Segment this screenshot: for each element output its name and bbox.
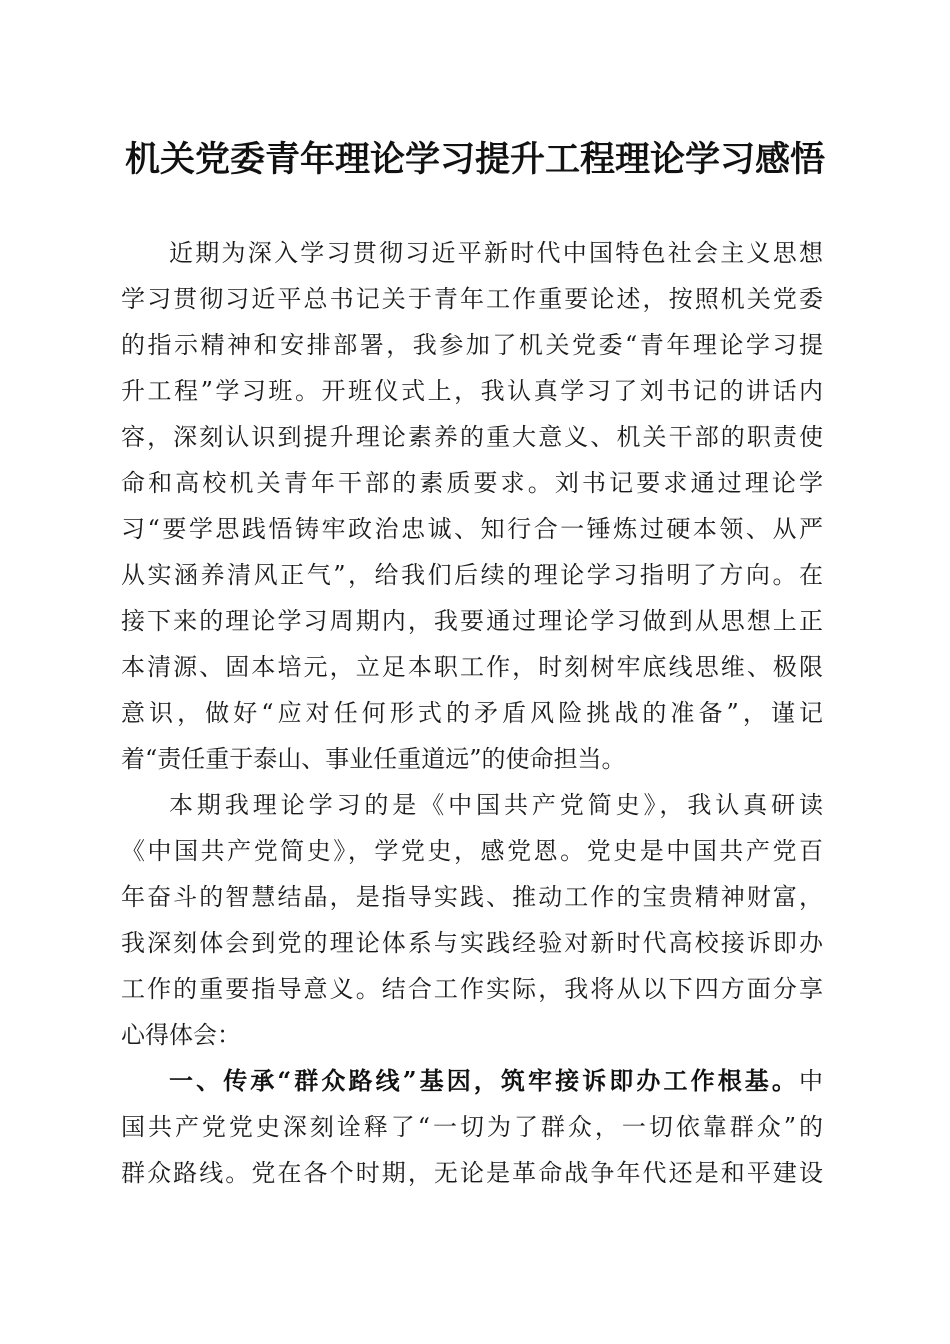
text-line: 学习贯彻习近平总书记关于青年工作重要论述，按照机关党委 — [121, 285, 823, 313]
text-line: 容，深刻认识到提升理论素养的重大意义、机关干部的职责使 — [121, 423, 823, 451]
text-line: 工作的重要指导意义。结合工作实际，我将从以下四方面分享 — [121, 975, 823, 1003]
text-line: 国共产党党史深刻诠释了“一切为了群众，一切依靠群众”的 — [121, 1113, 823, 1141]
text-line: 接下来的理论学习周期内，我要通过理论学习做到从思想上正 — [121, 607, 823, 635]
text-line: 本期我理论学习的是《中国共产党简史》，我认真研读 — [169, 791, 823, 819]
text-line: 意识，做好“应对任何形式的矛盾风险挑战的准备”，谨记 — [121, 699, 823, 727]
document-title: 机关党委青年理论学习提升工程理论学习感悟 — [124, 139, 825, 180]
text-line: 年奋斗的智慧结晶，是指导实践、推动工作的宝贵精神财富， — [121, 883, 823, 911]
paragraph-2 — [121, 782, 823, 1058]
text-line: 近期为深入学习贯彻习近平新时代中国特色社会主义思想 — [169, 239, 823, 267]
text-line: 从实涵养清风正气”，给我们后续的理论学习指明了方向。在 — [121, 561, 823, 589]
section-heading: 一、传承“群众路线”基因，筑牢接诉即办工作根基。 — [169, 1066, 799, 1095]
text-line: 升工程”学习班。开班仪式上，我认真学习了刘书记的讲话内 — [121, 377, 823, 405]
paragraph-3 — [121, 1058, 823, 1196]
text-line: 心得体会： — [121, 1021, 241, 1049]
text-line: 《中国共产党简史》，学党史，感党恩。党史是中国共产党百 — [121, 837, 823, 865]
text-line: 的指示精神和安排部署，我参加了机关党委“青年理论学习提 — [121, 331, 823, 359]
text-line: 我深刻体会到党的理论体系与实践经验对新时代高校接诉即办 — [121, 929, 823, 957]
text-line — [121, 1058, 823, 1104]
text-line: 习“要学思践悟铸牢政治忠诚、知行合一锤炼过硬本领、从严 — [121, 515, 823, 543]
heading-continuation: 中 — [799, 1067, 823, 1095]
text-line: 本清源、固本培元，立足本职工作，时刻树牢底线思维、极限 — [121, 653, 823, 681]
document-body — [121, 230, 823, 1196]
paragraph-1 — [121, 230, 823, 782]
text-line: 着“责任重于泰山、事业任重道远”的使命担当。 — [121, 745, 626, 773]
text-line: 群众路线。党在各个时期，无论是革命战争年代还是和平建设 — [121, 1159, 823, 1187]
text-line: 命和高校机关青年干部的素质要求。刘书记要求通过理论学 — [121, 469, 823, 497]
